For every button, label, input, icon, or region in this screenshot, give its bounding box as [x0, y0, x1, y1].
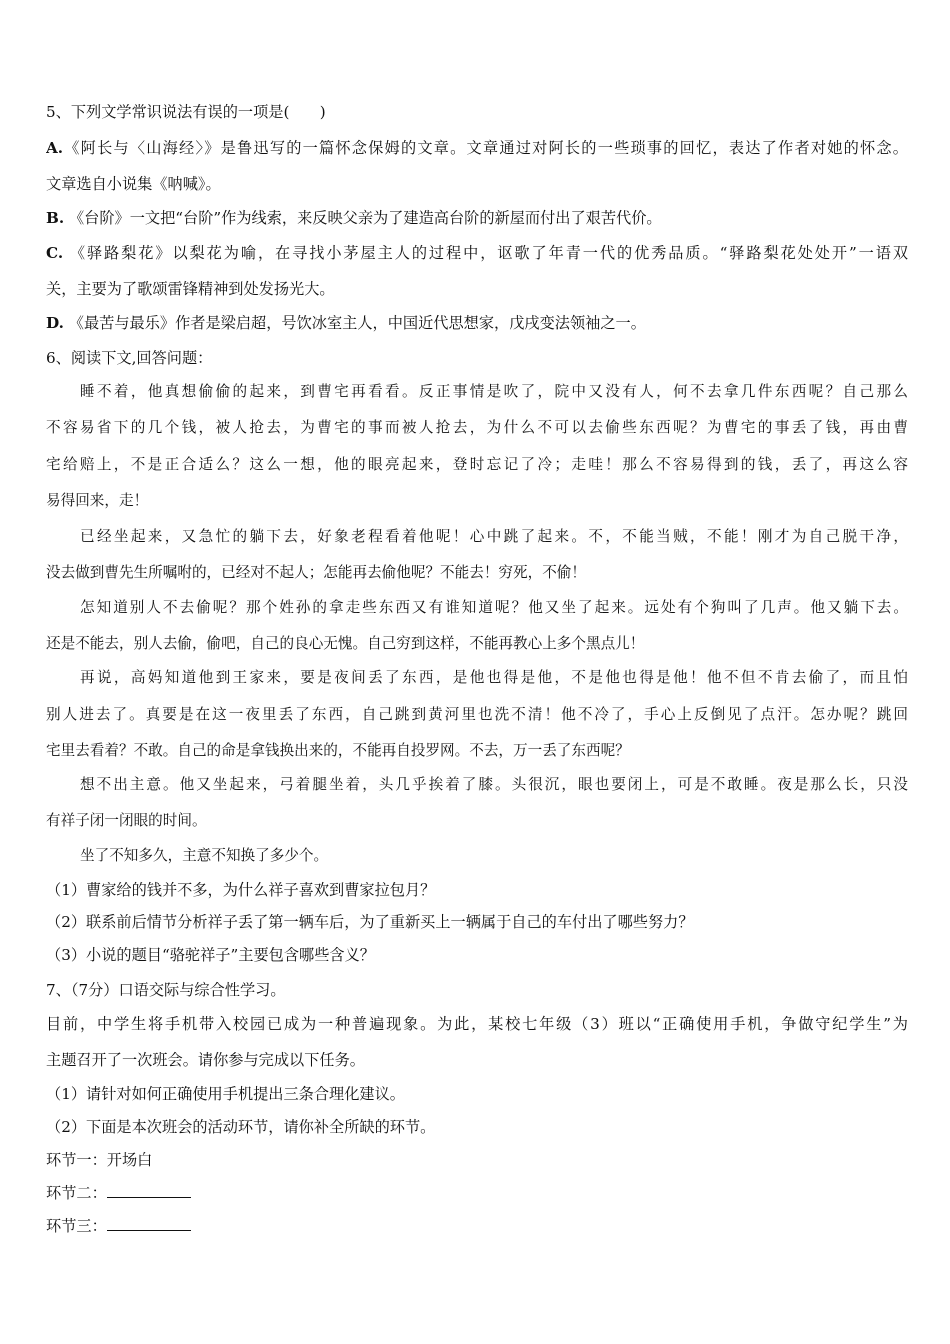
q6-passage-line: 不容易省下的几个钱，被人抢去，为曹宅的事而被人抢去，为什么不可以去偷些东西呢？为曹宅的事丢了钱，再由曹 — [46, 419, 908, 436]
q5-option-d-label: D. — [46, 314, 64, 332]
q6-sub-question-3: （3）小说的题目“骆驼祥子”主要包含哪些含义？ — [46, 946, 375, 964]
q6-passage-line: 宅给赔上，不是正合适么？这么一想，他的眼亮起来，登时忘记了冷；走哇！那么不容易得到的钱，丢了，再这么容 — [46, 456, 908, 473]
q7-step-3: 环节三： — [46, 1216, 908, 1236]
q5-stem: 5、下列文学常识说法有误的一项是( ) — [46, 103, 326, 121]
q7-intro-line2: 主题召开了一次班会。请你参与完成以下任务。 — [46, 1051, 365, 1069]
q7-intro-line1: 目前，中学生将手机带入校园已成为一种普遍现象。为此，某校七年级（3）班以“正确使用手机，争做守纪学生”为 — [46, 1015, 908, 1033]
q6-sub-question-1: （1）曹家给的钱并不多，为什么祥子喜欢到曹家拉包月？ — [46, 881, 436, 899]
q6-passage-line: 怎知道别人不去偷呢？那个姓孙的拿走些东西又有谁知道呢？他又坐了起来。远处有个狗叫了几声。他又躺下去。 — [80, 599, 908, 616]
q5-option-a-label: A. — [46, 139, 64, 157]
q6-passage-line: 没去做到曹先生所嘱咐的，已经对不起人；怎能再去偷他呢？不能去！穷死，不偷！ — [46, 564, 586, 581]
q6-passage-line: 易得回来，走！ — [46, 492, 149, 509]
q6-passage-line: 宅里去看着？不敢。自己的命是拿钱换出来的，不能再自投罗网。不去，万一丢了东西呢？ — [46, 742, 630, 759]
q5-option-c-line1: C. 《驿路梨花》以梨花为喻，在寻找小茅屋主人的过程中，讴歌了年青一代的优秀品质。“驿路梨花处处开”一语双 — [46, 244, 908, 262]
q6-passage-line: 坐了不知多久，主意不知换了多少个。 — [80, 847, 329, 864]
q7-step-3-blank — [107, 1216, 191, 1231]
q5-option-b-label: B. — [46, 209, 65, 227]
q5-option-c-line2: 关，主要为了歌颂雷锋精神到处发扬光大。 — [46, 280, 335, 298]
q7-sub-question-2: （2）下面是本次班会的活动环节，请你补全所缺的环节。 — [46, 1118, 436, 1136]
q6-passage-line: 再说，高妈知道他到王家来，要是夜间丢了东西，是他也得是他，不是他也得是他！他不但不肯去偷了，而且怕 — [80, 669, 908, 686]
q7-step-2: 环节二： — [46, 1183, 908, 1203]
q6-sub-question-2: （2）联系前后情节分析祥子丢了第一辆车后，为了重新买上一辆属于自己的车付出了哪些努力？ — [46, 913, 694, 931]
q5-option-b: B. 《台阶》一文把“台阶”作为线索，来反映父亲为了建造高台阶的新屋而付出了艰苦代价。 — [46, 209, 662, 227]
q5-option-a-line1: A.《阿长与〈山海经〉》是鲁迅写的一篇怀念保姆的文章。文章通过对阿长的一些琐事的回忆，表达了作者对她的怀念。 — [46, 139, 908, 157]
q6-stem: 6、阅读下文,回答问题： — [46, 349, 213, 367]
q6-passage-line: 睡不着，他真想偷偷的起来，到曹宅再看看。反正事情是吹了，院中又没有人，何不去拿几件东西呢？自己那么 — [80, 383, 908, 400]
q5-option-a-line2: 文章选自小说集《呐喊》。 — [46, 175, 221, 193]
q6-passage-line: 有祥子闭一闭眼的时间。 — [46, 812, 207, 829]
q6-passage-line: 想不出主意。他又坐起来，弓着腿坐着，头几乎挨着了膝。头很沉，眼也要闭上，可是不敢睡。夜是那么长，只没 — [80, 776, 908, 793]
q7-stem: 7、（7分）口语交际与综合性学习。 — [46, 981, 286, 999]
q6-passage-line: 还是不能去，别人去偷，偷吧，自己的良心无愧。自己穷到这样，不能再教心上多个黑点儿！ — [46, 635, 645, 652]
q7-step-2-blank — [107, 1183, 191, 1198]
q5-option-c-label: C. — [46, 244, 64, 262]
q6-passage-line: 已经坐起来，又急忙的躺下去，好象老程看着他呢！心中跳了起来。不，不能当贼，不能！刚才为自己脱干净， — [80, 528, 908, 545]
q5-option-d: D. 《最苦与最乐》作者是梁启超，号饮冰室主人，中国近代思想家，戊戌变法领袖之一。 — [46, 314, 646, 332]
q7-step-1: 环节一：开场白 — [46, 1151, 153, 1169]
q6-passage-line: 别人进去了。真要是在这一夜里丢了东西，自己跳到黄河里也洗不清！他不冷了，手心上反倒见了点汗。怎办呢？跳回 — [46, 706, 908, 723]
q7-sub-question-1: （1）请针对如何正确使用手机提出三条合理化建议。 — [46, 1085, 405, 1103]
